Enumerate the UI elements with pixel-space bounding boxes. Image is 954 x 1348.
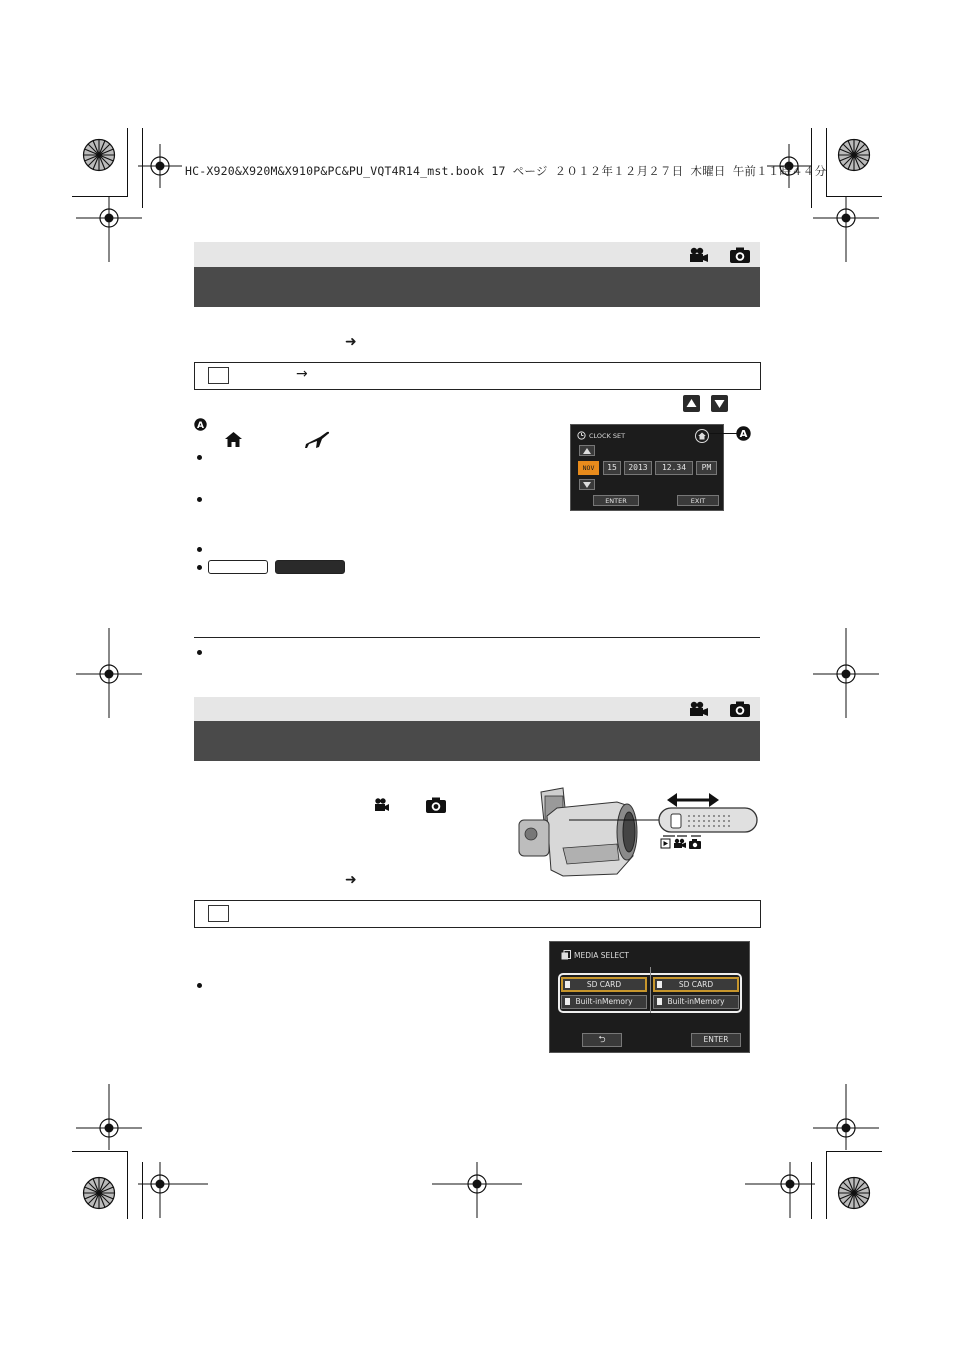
column-divider [650, 967, 651, 1013]
section-title-band [194, 721, 760, 761]
callout-line [709, 433, 737, 434]
exit-button[interactable]: EXIT [677, 495, 719, 506]
memory-icon [565, 998, 570, 1005]
crosshair-registration-icon [745, 1162, 815, 1218]
picture-builtin-memory-option[interactable] [653, 995, 739, 1009]
crosshair-registration-icon [138, 144, 182, 188]
time-field[interactable]: 12.34 [655, 461, 693, 475]
bullet [197, 547, 202, 552]
picture-sd-card-label: SD CARD [678, 980, 714, 989]
up-arrow-icon [583, 448, 591, 454]
clock-set-screen [570, 424, 724, 511]
sd-card-icon [657, 981, 662, 988]
crosshair-registration-icon [813, 1084, 879, 1150]
book-info-header: HC-X920&X920M&X910P&PC&PU_VQT4R14_mst.book 17 ページ ２０１２年１２月２７日 木曜日 午前１１時４４分 [185, 164, 827, 178]
down-arrow-icon [711, 395, 728, 412]
month-field[interactable]: NOV [578, 461, 599, 475]
svg-text:A: A [197, 421, 204, 431]
callout-a-icon [194, 418, 207, 431]
day-field[interactable]: 15 [603, 461, 621, 475]
starburst-registration-icon [82, 138, 116, 172]
callout-a-icon [736, 426, 751, 441]
menu-path-box [194, 362, 761, 390]
clock-set-title: CLOCK SET [589, 432, 626, 440]
home-icon [224, 431, 243, 448]
starburst-registration-icon [82, 1176, 116, 1210]
model-badge-dark [275, 560, 345, 574]
menu-key-icon [208, 367, 229, 384]
bullet [197, 497, 202, 502]
section-divider [194, 637, 760, 638]
still-camera-icon [425, 796, 447, 814]
slide-direction-icon [667, 793, 719, 807]
crosshair-registration-icon [76, 1084, 142, 1150]
crop-line [826, 128, 827, 196]
picture-sd-card-option[interactable] [653, 977, 739, 992]
crop-line [127, 1151, 128, 1219]
section-mode-band [194, 242, 760, 267]
movie-camera-icon [373, 797, 391, 813]
callout-label: A [739, 429, 748, 440]
video-builtin-memory-label: Built-inMemory [575, 997, 633, 1006]
crosshair-registration-icon [813, 628, 879, 718]
picture-builtin-memory-label: Built-inMemory [667, 997, 725, 1006]
media-select-screen [549, 941, 750, 1053]
airplane-icon [300, 430, 330, 450]
home-button[interactable] [695, 429, 709, 443]
year-field[interactable]: 2013 [624, 461, 652, 475]
crosshair-registration-icon [138, 1162, 208, 1218]
home-icon [698, 432, 706, 440]
arrow-right-icon: ➜ [345, 872, 357, 888]
still-camera-icon [729, 246, 751, 264]
up-arrow-icon [683, 395, 700, 412]
crop-line [826, 1151, 827, 1219]
crosshair-registration-icon [76, 628, 142, 718]
video-builtin-memory-option[interactable] [561, 995, 647, 1009]
arrow-right-icon: → [296, 366, 308, 382]
clock-icon [577, 431, 586, 440]
crop-line [72, 1151, 128, 1152]
crop-line [826, 1151, 882, 1152]
ampm-field[interactable]: PM [696, 461, 717, 475]
memory-icon [657, 998, 662, 1005]
clock-down-button[interactable] [579, 479, 595, 490]
menu-key-icon [208, 905, 229, 922]
crosshair-registration-icon [76, 196, 142, 262]
model-badge-outline [208, 560, 268, 574]
video-sd-card-option[interactable] [561, 977, 647, 992]
starburst-registration-icon [837, 1176, 871, 1210]
movie-camera-icon [688, 246, 710, 264]
section-title-band [194, 267, 760, 307]
bullet [197, 455, 202, 460]
arrow-right-icon: ➜ [345, 334, 357, 350]
clock-up-button[interactable] [579, 445, 595, 456]
back-button[interactable]: ⮌ [582, 1033, 622, 1047]
down-arrow-icon [583, 482, 591, 488]
enter-button[interactable]: ENTER [691, 1033, 741, 1047]
crosshair-registration-icon [813, 196, 879, 262]
still-camera-icon [729, 700, 751, 718]
bullet [197, 650, 202, 655]
enter-button[interactable]: ENTER [593, 495, 639, 506]
camcorder-illustration-icon [517, 786, 762, 882]
starburst-registration-icon [837, 138, 871, 172]
menu-path-box [194, 900, 761, 928]
sd-card-icon [565, 981, 570, 988]
bullet [197, 983, 202, 988]
media-icon [561, 950, 571, 960]
crop-line [127, 128, 128, 196]
video-sd-card-label: SD CARD [586, 980, 622, 989]
media-select-title: MEDIA SELECT [574, 951, 629, 960]
movie-camera-icon [688, 700, 710, 718]
crosshair-registration-icon [432, 1162, 522, 1218]
section-mode-band [194, 697, 760, 721]
bullet [197, 565, 202, 570]
